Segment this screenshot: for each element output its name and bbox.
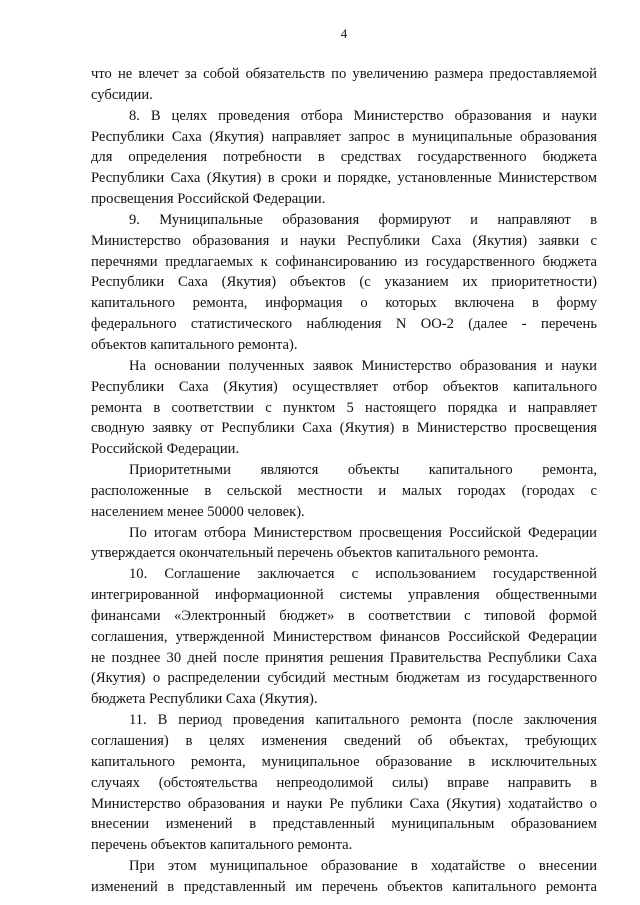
text-line: По итогам отбора Министерством просвещения Российской Федерации bbox=[129, 524, 597, 541]
text-line: интегрированной информационной системы управления общественными bbox=[91, 587, 597, 604]
text-line: объектов капитального ремонта). bbox=[91, 336, 298, 353]
text-line: 9. Муниципальные образования формируют и направляют в bbox=[129, 211, 597, 228]
paragraph-p9c bbox=[91, 460, 597, 523]
text-line: Министерство образования и науки Республики Саха (Якутия) заявки с bbox=[91, 232, 597, 249]
text-line: не позднее 30 дней после принятия решения Правительства Республики Саха bbox=[91, 649, 597, 666]
text-line: финансами «Электронный бюджет» в соответствии с типовой формой bbox=[91, 607, 597, 624]
text-line: изменений в представленный им перечень объектов капитального ремонта bbox=[91, 878, 597, 895]
paragraph-p11b bbox=[91, 856, 597, 898]
paragraph-p10 bbox=[91, 564, 597, 710]
document-body bbox=[91, 64, 597, 898]
text-line: Республики Саха (Якутия) направляет запрос в муниципальные образования bbox=[91, 128, 597, 145]
page-number: 4 bbox=[340, 26, 348, 41]
text-line: На основании полученных заявок Министерство образования и науки bbox=[129, 357, 597, 374]
paragraph-p11 bbox=[91, 710, 597, 856]
text-line: (Якутия) о распределении субсидий местным бюджетам из государственного bbox=[91, 670, 597, 687]
text-line: перечнями предлагаемых к софинансированию из государственного бюджета bbox=[91, 253, 597, 270]
text-line: что не влечет за собой обязательств по увеличению размера предоставляемой bbox=[91, 66, 597, 82]
text-line: 11. В период проведения капитального ремонта (после заключения bbox=[129, 712, 597, 729]
text-line: капитального ремонта, муниципальное образование в исключительных bbox=[91, 753, 597, 770]
text-line: ремонта в соответствии с пунктом 5 настоящего порядка и направляет bbox=[91, 399, 597, 416]
text-line: утверждается окончательный перечень объектов капитального ремонта. bbox=[91, 545, 539, 562]
text-line: Министерство образования и науки Ре публики Саха (Якутия) ходатайство о bbox=[91, 795, 597, 812]
text-line: бюджета Республики Саха (Якутия). bbox=[91, 691, 318, 708]
text-line: Республики Саха (Якутия) в сроки и порядке, установленные Министерством bbox=[91, 170, 597, 187]
paragraph-p8 bbox=[91, 106, 597, 210]
paragraph-p9 bbox=[91, 210, 597, 356]
text-line: расположенные в сельской местности и малых городах (городах с bbox=[91, 482, 597, 499]
text-line: 8. В целях проведения отбора Министерство образования и науки bbox=[129, 107, 597, 124]
text-line: Республики Саха (Якутия) осуществляет отбор объектов капитального bbox=[91, 378, 597, 395]
text-line: капитального ремонта, информация о которых включена в форму bbox=[91, 295, 597, 312]
text-line: соглашения) в целях изменения сведений об объектах, требующих bbox=[91, 733, 597, 749]
text-line: просвещения Российской Федерации. bbox=[91, 191, 326, 208]
text-line: сводную заявку от Республики Саха (Якутия) в Министерство просвещения bbox=[91, 420, 597, 437]
text-line: При этом муниципальное образование в ходатайстве о внесении bbox=[129, 858, 597, 875]
text-line: населением менее 50000 человек). bbox=[91, 503, 305, 520]
text-line: перечень объектов капитального ремонта. bbox=[91, 837, 353, 854]
text-line: случаях (обстоятельства непреодолимой силы) вправе направить в bbox=[91, 774, 597, 791]
text-line: соглашения, утвержденной Министерством финансов Российской Федерации bbox=[91, 628, 597, 645]
paragraph-p0 bbox=[91, 64, 597, 106]
text-line: внесении изменений в представленный муниципальным образованием bbox=[91, 816, 597, 833]
paragraph-p9d bbox=[91, 523, 597, 565]
text-line: субсидии. bbox=[91, 86, 153, 103]
text-line: для определения потребности в средствах государственного бюджета bbox=[91, 149, 597, 166]
text-line: 10. Соглашение заключается с использованием государственной bbox=[129, 566, 597, 583]
text-line: федерального статистического наблюдения N ОО-2 (далее - перечень bbox=[91, 316, 597, 333]
text-line: Республики Саха (Якутия) объектов (с указанием их приоритетности) bbox=[91, 274, 597, 291]
text-line: Приоритетными являются объекты капитального ремонта, bbox=[129, 462, 597, 479]
paragraph-p9b bbox=[91, 356, 597, 460]
text-line: Российской Федерации. bbox=[91, 441, 240, 458]
